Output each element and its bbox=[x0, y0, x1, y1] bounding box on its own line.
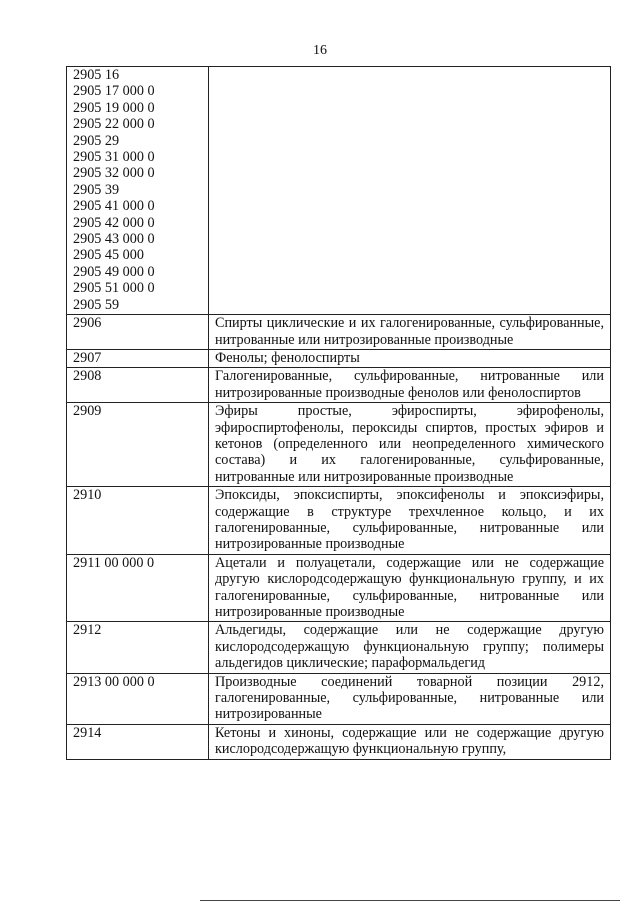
description-cell: Спирты циклические и их галогенированные, сульфированные, нитрованные или нитрозированные производные bbox=[209, 315, 611, 350]
description-cell bbox=[209, 67, 611, 315]
code-cell: 2913 00 000 0 bbox=[67, 673, 209, 724]
code-cell: 2907 bbox=[67, 349, 209, 367]
table-row bbox=[67, 622, 611, 673]
code-cell: 2912 bbox=[67, 622, 209, 673]
code-cell: 2914 bbox=[67, 724, 209, 759]
description-cell: Производные соединений товарной позиции 2912, галогенированные, сульфированные, нитрованные или нитрозированные bbox=[209, 673, 611, 724]
code-cell: 2910 bbox=[67, 487, 209, 555]
description-cell: Ацетали и полуацетали, содержащие или не содержащие другую кислородсодержащую функциональную группу, и их галогенированные, сульфированные, нитрованные или нитрозированные производные bbox=[209, 554, 611, 622]
description-cell: Галогенированные, сульфированные, нитрованные или нитрозированные производные фенолов или фенолоспиртов bbox=[209, 368, 611, 403]
commodity-codes-table bbox=[66, 66, 611, 760]
code-cell: 2908 bbox=[67, 368, 209, 403]
description-cell: Альдегиды, содержащие или не содержащие другую кислородсодержащую функциональную группу; полимеры альдегидов циклические; параформальдегид bbox=[209, 622, 611, 673]
table-row bbox=[67, 724, 611, 759]
table-row bbox=[67, 349, 611, 367]
description-cell: Эпоксиды, эпоксиспирты, эпоксифенолы и эпоксиэфиры, содержащие в структуре трехчленное кольцо, и их галогенированные, сульфированные, нитрованные или нитрозированные производные bbox=[209, 487, 611, 555]
description-cell: Фенолы; фенолоспирты bbox=[209, 349, 611, 367]
table-row bbox=[67, 67, 611, 315]
code-cell: 2911 00 000 0 bbox=[67, 554, 209, 622]
code-cell: 2909 bbox=[67, 403, 209, 487]
code-cell: 2906 bbox=[67, 315, 209, 350]
table-row bbox=[67, 368, 611, 403]
description-cell: Кетоны и хиноны, содержащие или не содержащие другую кислородсодержащую функциональную группу, bbox=[209, 724, 611, 759]
page-number: 16 bbox=[313, 43, 327, 58]
table-row bbox=[67, 487, 611, 555]
table-row bbox=[67, 315, 611, 350]
code-cell: 2905 16 2905 17 000 0 2905 19 000 0 2905 22 000 0 2905 29 2905 31 000 0 2905 32 000 0 2905 39 2905 41 000 0 2905 42 000 0 2905 43 000 0 2905 45 000 2905 49 000 0 2905 51 000 0 2905 59 bbox=[67, 67, 209, 315]
table-row bbox=[67, 554, 611, 622]
table-row bbox=[67, 403, 611, 487]
table-row bbox=[67, 673, 611, 724]
page-bottom-rule bbox=[200, 900, 620, 901]
description-cell: Эфиры простые, эфироспирты, эфирофенолы, эфироспиртофенолы, пероксиды спиртов, простых эфиров и кетонов (определенного или неопределенного химического состава) и их галогенированные, сульфированные, нитрованные или нитрозированные производные bbox=[209, 403, 611, 487]
